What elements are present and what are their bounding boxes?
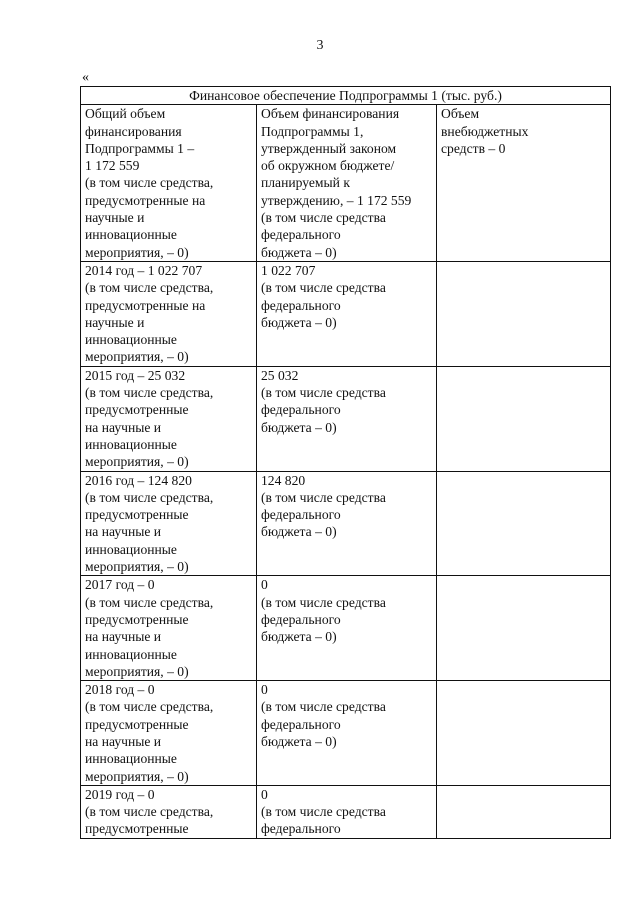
table-row xyxy=(81,576,611,681)
row-budget: 0 (в том числе средства федерального бюджета – 0) xyxy=(257,681,437,786)
financing-table xyxy=(80,86,611,839)
row-total: 2015 год – 25 032 (в том числе средства, предусмотренные на научные и инновационные мероприятия, – 0) xyxy=(81,366,257,471)
opening-quote: « xyxy=(82,70,89,85)
header-budget-funding: Объем финансирования Подпрограммы 1, утвержденный законом об окружном бюджете/ планируемый к утверждению, – 1 172 559 (в том числе средства федерального бюджета – 0) xyxy=(257,105,437,262)
table-title-row xyxy=(81,87,611,105)
table-title: Финансовое обеспечение Подпрограммы 1 (тыс. руб.) xyxy=(81,87,611,105)
row-budget: 0 (в том числе средства федерального бюджета – 0) xyxy=(257,576,437,681)
row-extra xyxy=(437,366,611,471)
table-row xyxy=(81,261,611,366)
row-total: 2016 год – 124 820 (в том числе средства, предусмотренные на научные и инновационные мероприятия, – 0) xyxy=(81,471,257,576)
row-extra xyxy=(437,785,611,838)
row-extra xyxy=(437,576,611,681)
row-budget: 0 (в том числе средства федерального xyxy=(257,785,437,838)
row-budget: 124 820 (в том числе средства федерального бюджета – 0) xyxy=(257,471,437,576)
row-budget: 25 032 (в том числе средства федерального бюджета – 0) xyxy=(257,366,437,471)
table-row xyxy=(81,471,611,576)
header-extrabudgetary: Объем внебюджетных средств – 0 xyxy=(437,105,611,262)
page-number: 3 xyxy=(316,38,324,53)
row-total: 2017 год – 0 (в том числе средства, предусмотренные на научные и инновационные мероприятия, – 0) xyxy=(81,576,257,681)
row-budget: 1 022 707 (в том числе средства федерального бюджета – 0) xyxy=(257,261,437,366)
row-extra xyxy=(437,261,611,366)
row-extra xyxy=(437,681,611,786)
row-extra xyxy=(437,471,611,576)
table-row xyxy=(81,681,611,786)
row-total: 2018 год – 0 (в том числе средства, предусмотренные на научные и инновационные мероприятия, – 0) xyxy=(81,681,257,786)
table-row xyxy=(81,785,611,838)
table-row xyxy=(81,366,611,471)
header-total-funding: Общий объем финансирования Подпрограммы 1 – 1 172 559 (в том числе средства, предусмотренные на научные и инновационные мероприятия, – 0) xyxy=(81,105,257,262)
table-header-row xyxy=(81,105,611,262)
row-total: 2014 год – 1 022 707 (в том числе средства, предусмотренные на научные и инновационные мероприятия, – 0) xyxy=(81,261,257,366)
row-total: 2019 год – 0 (в том числе средства, предусмотренные xyxy=(81,785,257,838)
